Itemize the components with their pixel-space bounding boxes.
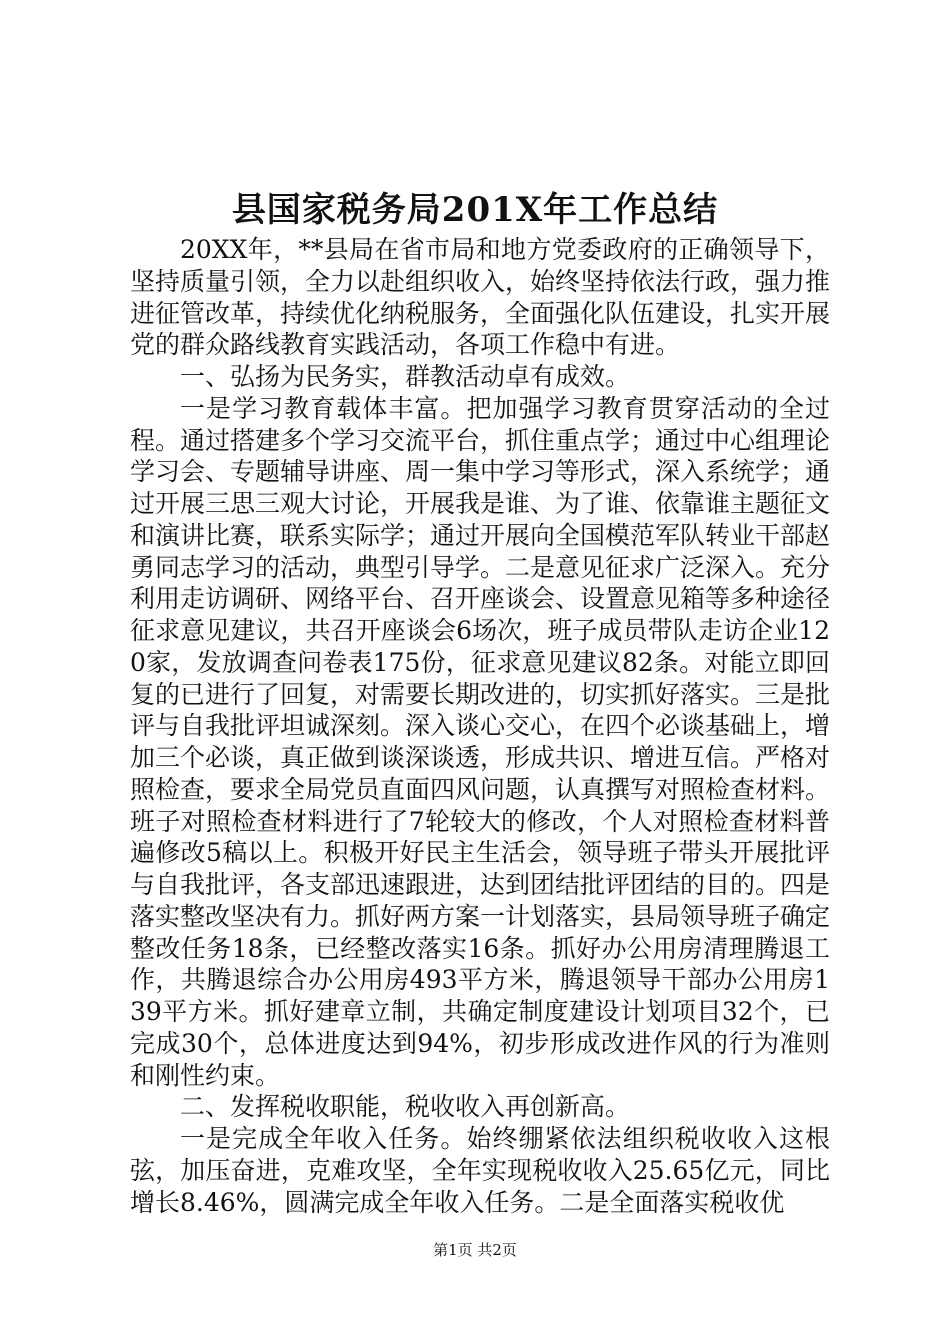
section-heading-1: 一、弘扬为民务实，群教活动卓有成效。 <box>180 362 631 391</box>
paragraph-intro: 20XX年，**县局在省市局和地方党委政府的正确领导下，坚持质量引领，全力以赴组织收入，始终坚持依法行政，强力推进征管改革，持续优化纳税服务，全面强化队伍建设，扎实开展党的群众路线教育实践活动，各项工作稳中有进。 <box>130 235 831 360</box>
document-title: 县国家税务局201X年工作总结 <box>231 190 719 230</box>
page-footer: 第1页 共2页 <box>433 1241 517 1259</box>
document-body <box>130 234 830 1218</box>
paragraph-section-2: 一是完成全年收入任务。始终绷紧依法组织税收收入这根弦，加压奋进，克难攻坚，全年实现税收收入25.65亿元，同比增长8.46%，圆满完成全年收入任务。二是全面落实税收优 <box>130 1124 830 1217</box>
paragraph-section-1: 一是学习教育载体丰富。把加强学习教育贯穿活动的全过程。通过搭建多个学习交流平台，抓住重点学；通过中心组理论学习会、专题辅导讲座、周一集中学习等形式，深入系统学；通过开展三思三观大讨论，开展我是谁、为了谁、依靠谁主题征文和演讲比赛，联系实际学；通过开展向全国模范军队转业干部赵勇同志学习的活动，典型引导学。二是意见征求广泛深入。充分利用走访调研、网络平台、召开座谈会、设置意见箱等多种途径征求意见建议，共召开座谈会6场次，班子成员带队走访企业120家，发放调查问卷表175份，征求意见建议82条。对能立即回复的已进行了回复，对需要长期改进的，切实抓好落实。三是批评与自我批评坦诚深刻。深入谈心交心，在四个必谈基础上，增加三个必谈，真正做到谈深谈透，形成共识、增进互信。严格对照检查，要求全局党员直面四风问题，认真撰写对照检查材料。班子对照检查材料进行了7轮较大的修改，个人对照检查材料普遍修改5稿以上。积极开好民主生活会，领导班子带头开展批评与自我批评，各支部迅速跟进，达到团结批评团结的目的。四是落实整改坚决有力。抓好两方案一计划落实，县局领导班子确定整改任务18条，已经整改落实16条。抓好办公用房清理腾退工作，共腾退综合办公用房493平方米，腾退领导干部办公用房139平方米。抓好建章立制，共确定制度建设计划项目32个，已完成30个，总体进度达到94%，初步形成改进作风的行为准则和刚性约束。 <box>130 393 831 1090</box>
section-heading-2: 二、发挥税收职能，税收收入再创新高。 <box>180 1092 631 1122</box>
